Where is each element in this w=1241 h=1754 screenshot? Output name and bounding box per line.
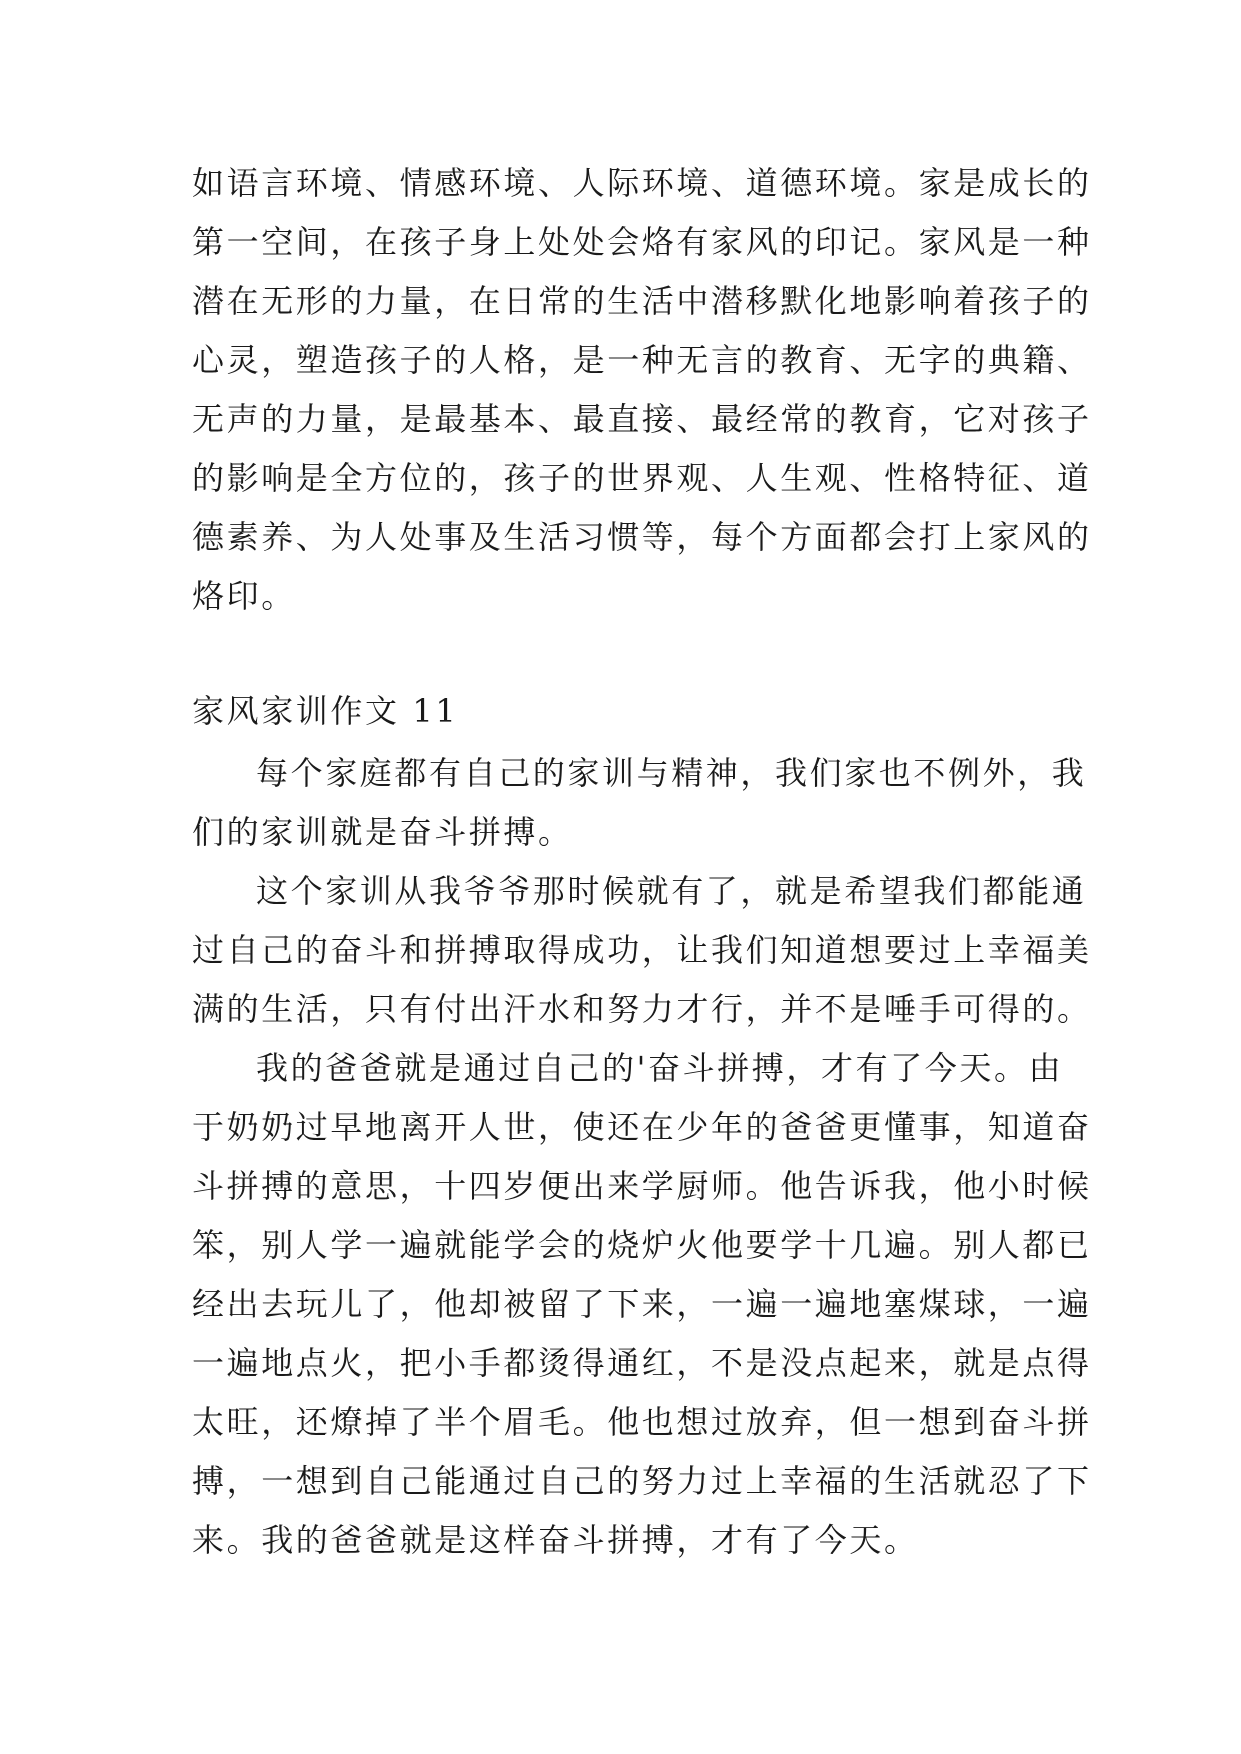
paragraph-first-line: 我的爸爸就是通过自己的'奋斗拼搏，才有了今天。由 bbox=[256, 1049, 1064, 1087]
text-line: 第一空间，在孩子身上处处会烙有家风的印记。家风是一种 bbox=[192, 223, 1092, 261]
text-line: 潜在无形的力量，在日常的生活中潜移默化地影响着孩子的 bbox=[192, 282, 1092, 320]
paragraph-continuation bbox=[192, 154, 1092, 626]
text-line: 的影响是全方位的，孩子的世界观、人生观、性格特征、道 bbox=[192, 459, 1092, 497]
text-line: 满的生活，只有付出汗水和努力才行，并不是唾手可得的。 bbox=[192, 990, 1092, 1028]
paragraph-first-line: 每个家庭都有自己的家训与精神，我们家也不例外，我 bbox=[256, 754, 1087, 792]
text-line: 过自己的奋斗和拼搏取得成功，让我们知道想要过上幸福美 bbox=[192, 931, 1092, 969]
paragraph-first-line: 这个家训从我爷爷那时候就有了，就是希望我们都能通 bbox=[256, 872, 1087, 910]
text-line: 无声的力量，是最基本、最直接、最经常的教育，它对孩子 bbox=[192, 400, 1092, 438]
text-line: 来。我的爸爸就是这样奋斗拼搏，才有了今天。 bbox=[192, 1521, 919, 1559]
text-line: 经出去玩儿了，他却被留了下来，一遍一遍地塞煤球，一遍 bbox=[192, 1285, 1092, 1323]
text-line: 烙印。 bbox=[192, 577, 296, 615]
text-line: 如语言环境、情感环境、人际环境、道德环境。家是成长的 bbox=[192, 164, 1092, 202]
text-line: 笨，别人学一遍就能学会的烧炉火他要学十几遍。别人都已 bbox=[192, 1226, 1092, 1264]
section-body bbox=[192, 744, 1092, 1570]
text-line: 一遍地点火，把小手都烫得通红，不是没点起来，就是点得 bbox=[192, 1344, 1092, 1382]
text-line: 们的家训就是奋斗拼搏。 bbox=[192, 813, 573, 851]
text-line: 德素养、为人处事及生活习惯等，每个方面都会打上家风的 bbox=[192, 518, 1092, 556]
text-line: 搏，一想到自己能通过自己的努力过上幸福的生活就忍了下 bbox=[192, 1462, 1092, 1500]
text-line: 斗拼搏的意思，十四岁便出来学厨师。他告诉我，他小时候 bbox=[192, 1167, 1092, 1205]
section-heading: 家风家训作文 11 bbox=[192, 692, 459, 730]
section-heading-block bbox=[192, 682, 1072, 741]
text-line: 太旺，还燎掉了半个眉毛。他也想过放弃，但一想到奋斗拼 bbox=[192, 1403, 1092, 1441]
text-line: 于奶奶过早地离开人世，使还在少年的爸爸更懂事，知道奋 bbox=[192, 1108, 1092, 1146]
text-line: 心灵，塑造孩子的人格，是一种无言的教育、无字的典籍、 bbox=[192, 341, 1092, 379]
